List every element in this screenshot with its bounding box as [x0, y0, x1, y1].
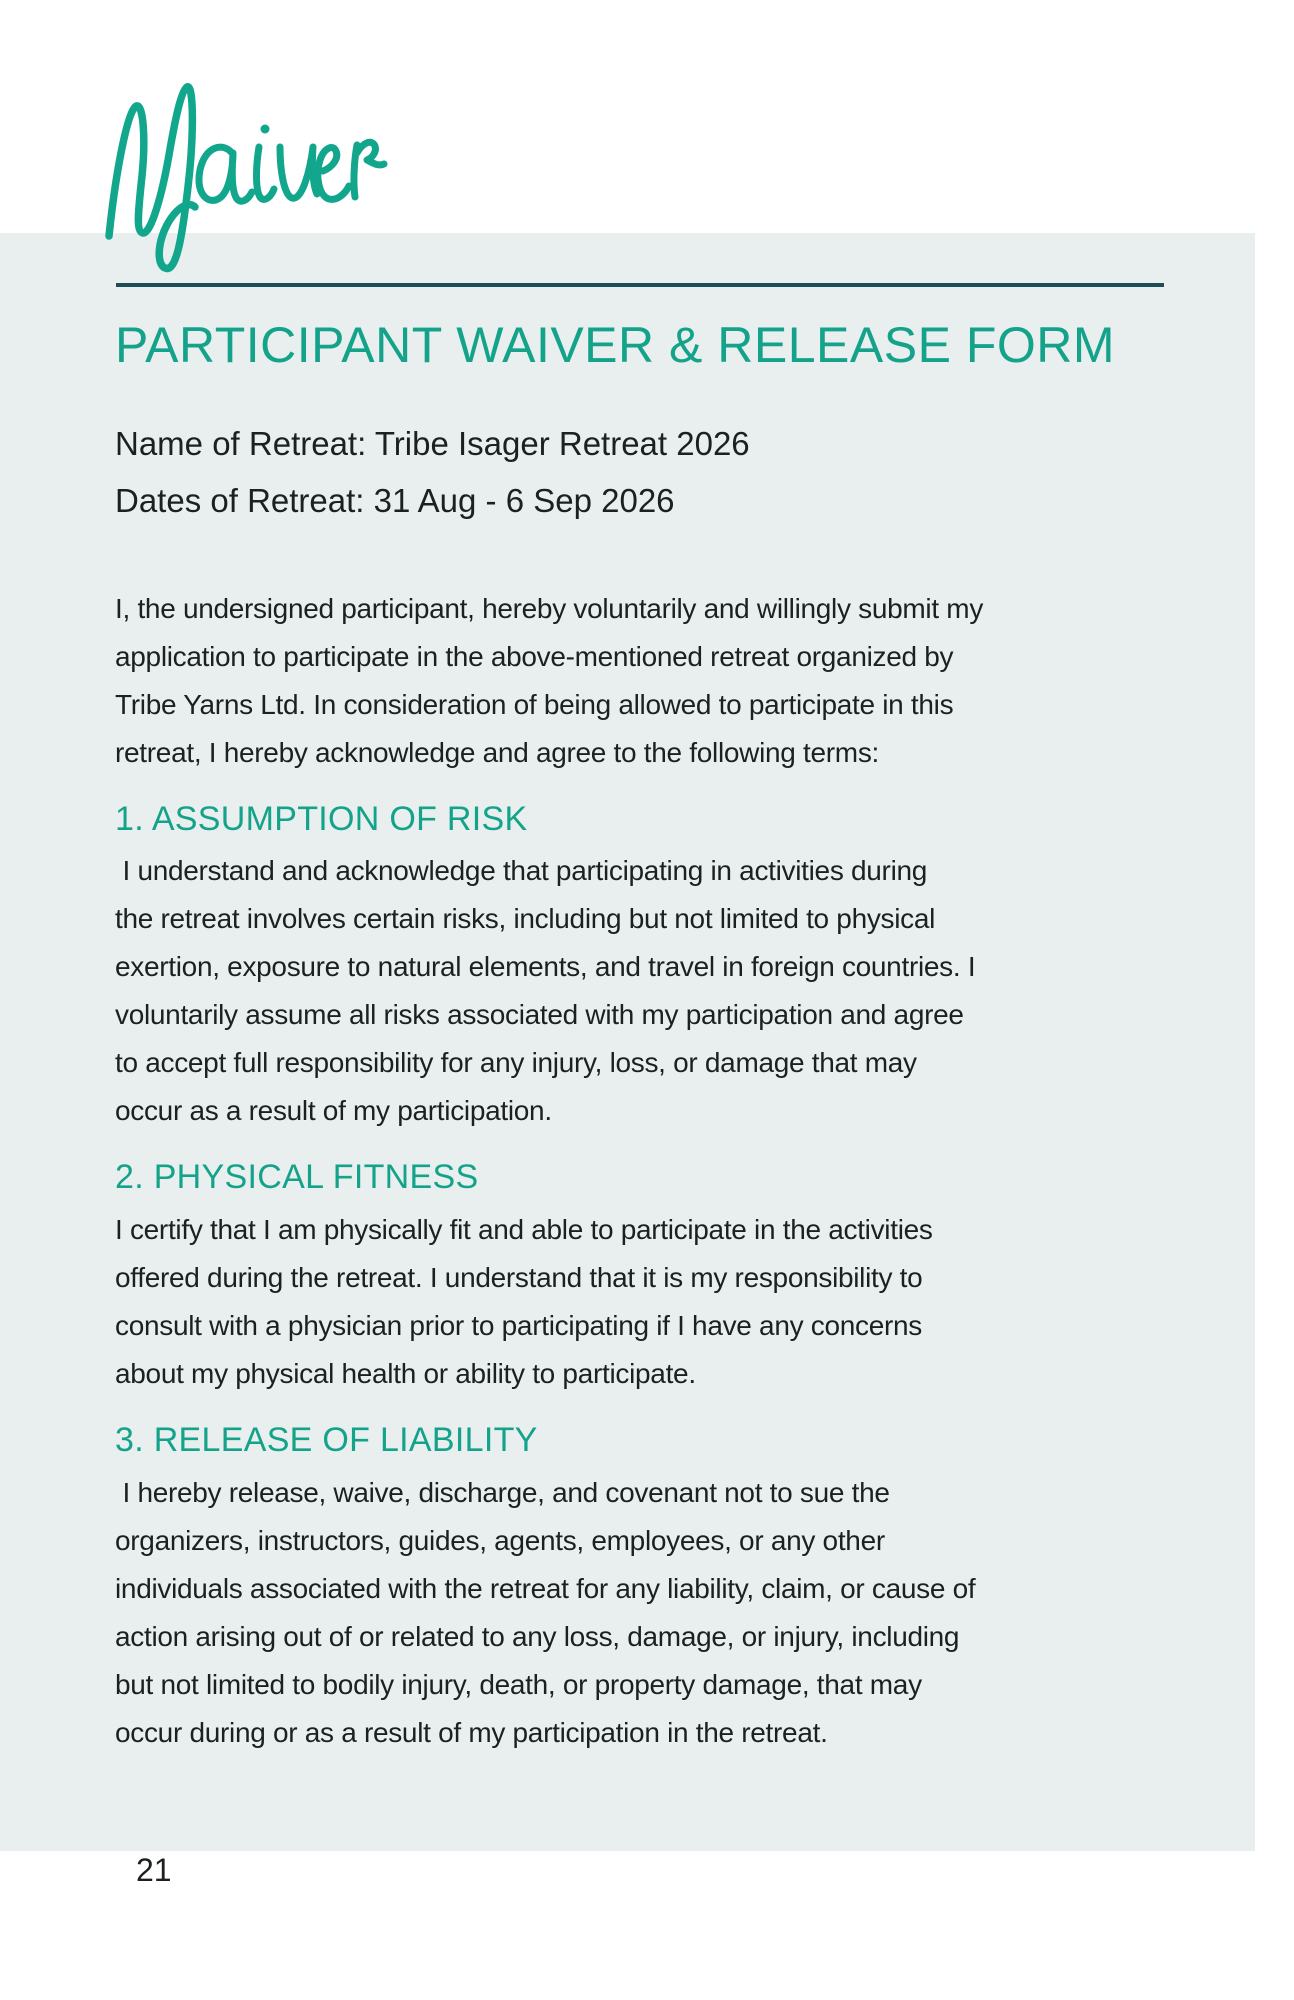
panel-content [0, 283, 1255, 1757]
script-letter-v [280, 147, 317, 198]
script-letter-a [199, 147, 252, 201]
section-3-heading: 3. RELEASE OF LIABILITY [115, 1421, 538, 1460]
script-letter-r [354, 142, 384, 197]
section-2-heading: 2. PHYSICAL FITNESS [115, 1158, 479, 1197]
page-title: PARTICIPANT WAIVER & RELEASE FORM [115, 317, 1116, 373]
content-panel [0, 233, 1255, 1851]
script-letter-w [109, 87, 195, 269]
section-3-body: I hereby release, waive, discharge, and covenant not to sue the organizers, instructors, guides, agents, employees, or any other individuals associated with the retreat for any liability, claim, or cause of action arising out of or related to any loss, damage, or injury, including but not limited to bodily injury, death, or property damage, that may occur during or as a result of my participation in the retreat. [115, 1476, 976, 1748]
section-1-body: I understand and acknowledge that participating in activities during the retreat involves certain risks, including but not limited to physical exertion, exposure to natural elements, and travel in foreign countries. I voluntarily assume all risks associated with my participation and agree to accept full responsibility for any injury, loss, or damage that may occur as a result of my participation. [115, 855, 976, 1127]
section-release-of-liability [115, 1420, 1195, 1757]
waiver-script-lettering [100, 60, 400, 292]
page-number: 21 [136, 1852, 172, 1888]
script-letter-e [318, 148, 349, 200]
retreat-dates-line: Dates of Retreat: 31 Aug - 6 Sep 2026 [115, 481, 675, 519]
script-letter-i [257, 147, 275, 199]
script-waiver-logo [100, 60, 400, 292]
retreat-meta [115, 415, 1195, 529]
section-1-heading: 1. ASSUMPTION OF RISK [115, 799, 528, 838]
intro-paragraph: I, the undersigned participant, hereby voluntarily and willingly submit my application to participate in the above-mentioned retreat organized by Tribe Yarns Ltd. In consideration of being allowed to participate in this retreat, I hereby acknowledge and agree to the following terms: [115, 592, 984, 768]
script-i-dot [261, 125, 270, 134]
section-assumption-of-risk [115, 799, 1195, 1136]
section-physical-fitness [115, 1157, 1195, 1398]
retreat-name-line: Name of Retreat: Tribe Isager Retreat 2026 [115, 424, 750, 462]
section-2-body: I certify that I am physically fit and able to participate in the activities offered during the retreat. I understand that it is my responsibility to consult with a physician prior to participating if I have any concerns about my physical health or ability to participate. [115, 1214, 933, 1390]
